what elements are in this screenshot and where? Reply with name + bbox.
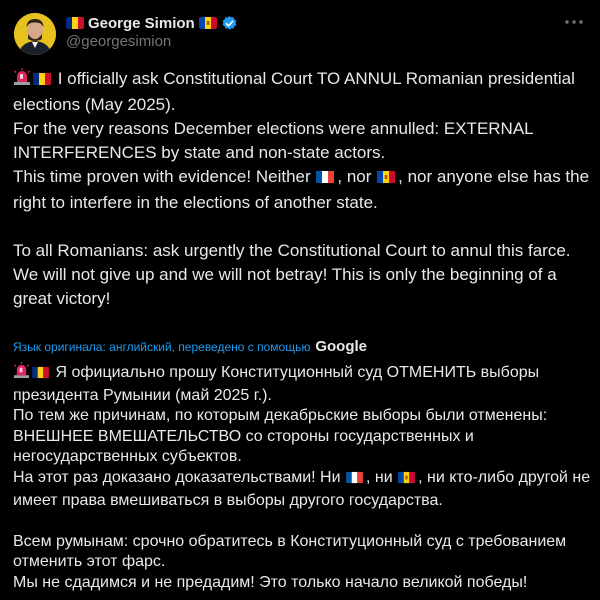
author-name[interactable]: George Simion <box>88 14 195 32</box>
france-flag-icon <box>345 470 364 491</box>
post-line-2: For the very reasons December elections were annulled: EXTERNAL INTERFERENCES by state and non-state actors. <box>13 119 533 162</box>
post-line-3b: , nor <box>337 167 372 186</box>
translated-line-3c: , ни кто-либо другой не имеет права вмешиваться в выборы другого государства. <box>13 468 591 509</box>
post-paragraph <box>13 67 593 117</box>
translated-line-3b: , ни <box>366 468 393 486</box>
siren-emoji-icon <box>13 68 31 93</box>
translated-line-4: Всем румынам: срочно обратитесь в Конституционный суд с требованием отменить этот фарс. <box>13 532 567 571</box>
more-options-icon[interactable] <box>564 12 584 32</box>
moldova-flag-icon <box>397 470 416 491</box>
author-name-row[interactable] <box>66 13 238 33</box>
translated-line-2: По тем же причинам, по которым декабрьские выборы были отменены: ВНЕШНЕЕ ВМЕШАТЕЛЬСТВО со стороны государственных и негосударственных субъектов. <box>13 407 548 466</box>
post-paragraph <box>13 165 593 215</box>
romania-flag-icon <box>32 365 49 386</box>
moldova-flag-icon <box>199 17 217 29</box>
siren-emoji-icon <box>13 362 30 386</box>
post-line-1: I officially ask Constitutional Court TO ANNUL Romanian presidential elections (May 2025). <box>13 69 575 114</box>
post-line-5: We will not give up and we will not betray! This is only the beginning of a great victory! <box>13 265 557 308</box>
moldova-flag-icon <box>376 167 396 191</box>
translated-line-5: Мы не сдадимся и не предадим! Это только начало великой победы! <box>13 573 528 591</box>
translated-line-1: Я официально прошу Конституционный суд ОТМЕНИТЬ выборы президента Румынии (май 2025 г.). <box>13 364 540 404</box>
translated-line-3a: На этот раз доказано доказательствами! Ни <box>13 468 341 486</box>
post-line-3c: , nor anyone else has the right to interfere in the elections of another state. <box>13 167 590 212</box>
translated-text <box>13 362 597 594</box>
post-line-4: To all Romanians: ask urgently the Constitutional Court to annul this farce. <box>13 241 571 260</box>
romania-flag-icon <box>66 17 84 29</box>
verified-badge-icon <box>221 15 238 32</box>
translation-note[interactable] <box>13 338 367 355</box>
translated-paragraph <box>13 362 597 406</box>
author-handle[interactable]: @georgesimion <box>66 33 172 50</box>
post-line-3a: This time proven with evidence! Neither <box>13 167 311 186</box>
post-text <box>13 67 593 311</box>
romania-flag-icon <box>33 69 51 93</box>
avatar[interactable] <box>14 13 56 55</box>
translated-paragraph <box>13 468 597 511</box>
google-logo: Google <box>315 338 368 355</box>
france-flag-icon <box>315 167 335 191</box>
translation-note-text[interactable]: Язык оригинала: английский, переведено с помощью <box>13 339 311 354</box>
